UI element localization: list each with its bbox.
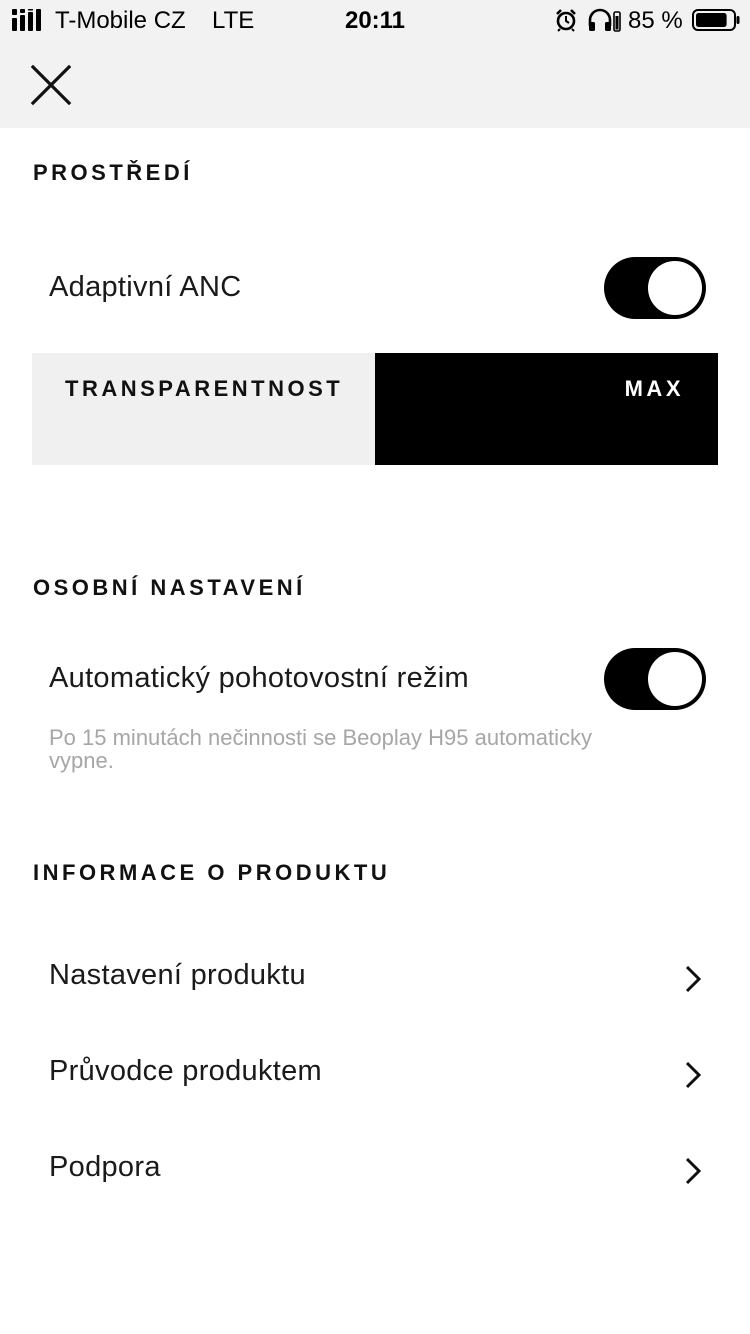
product-guide-label: Průvodce produktem xyxy=(49,1055,322,1087)
adaptive-anc-toggle[interactable] xyxy=(604,257,706,319)
anc-level-slider[interactable] xyxy=(32,353,718,465)
status-time: 20:11 xyxy=(344,7,406,34)
battery-icon xyxy=(692,9,740,31)
support-label: Podpora xyxy=(49,1151,161,1183)
chevron-right-icon xyxy=(684,1061,702,1089)
support-row[interactable] xyxy=(0,1125,750,1215)
section-title-product-info: INFORMACE O PRODUKTU xyxy=(33,860,391,885)
anc-max-label: MAX xyxy=(624,376,684,401)
product-guide-row[interactable] xyxy=(0,1029,750,1119)
chevron-right-icon xyxy=(684,1157,702,1185)
product-settings-label: Nastavení produktu xyxy=(49,959,306,991)
nav-bar xyxy=(0,40,750,128)
toggle-knob xyxy=(648,261,702,315)
adaptive-anc-label: Adaptivní ANC xyxy=(49,271,242,303)
product-settings-row[interactable] xyxy=(0,933,750,1023)
auto-standby-hint: Po 15 minutách nečinnosti se Beoplay H95 automaticky vypne. xyxy=(49,725,592,773)
auto-standby-toggle[interactable] xyxy=(604,648,706,710)
network-type: LTE xyxy=(212,7,255,34)
anc-transparency-label: TRANSPARENTNOST xyxy=(65,376,344,401)
alarm-icon xyxy=(555,8,577,32)
carrier-name: T-Mobile CZ xyxy=(55,7,186,34)
section-title-personal: OSOBNÍ NASTAVENÍ xyxy=(33,575,306,600)
toggle-knob xyxy=(648,652,702,706)
section-title-environment: PROSTŘEDÍ xyxy=(33,160,193,185)
auto-standby-label: Automatický pohotovostní režim xyxy=(49,662,470,694)
headphones-icon xyxy=(587,8,621,32)
close-icon[interactable] xyxy=(30,64,72,106)
status-bar xyxy=(0,0,750,40)
chevron-right-icon xyxy=(684,965,702,993)
battery-percent: 85 % xyxy=(628,7,683,34)
anc-slider-fill xyxy=(375,353,718,465)
